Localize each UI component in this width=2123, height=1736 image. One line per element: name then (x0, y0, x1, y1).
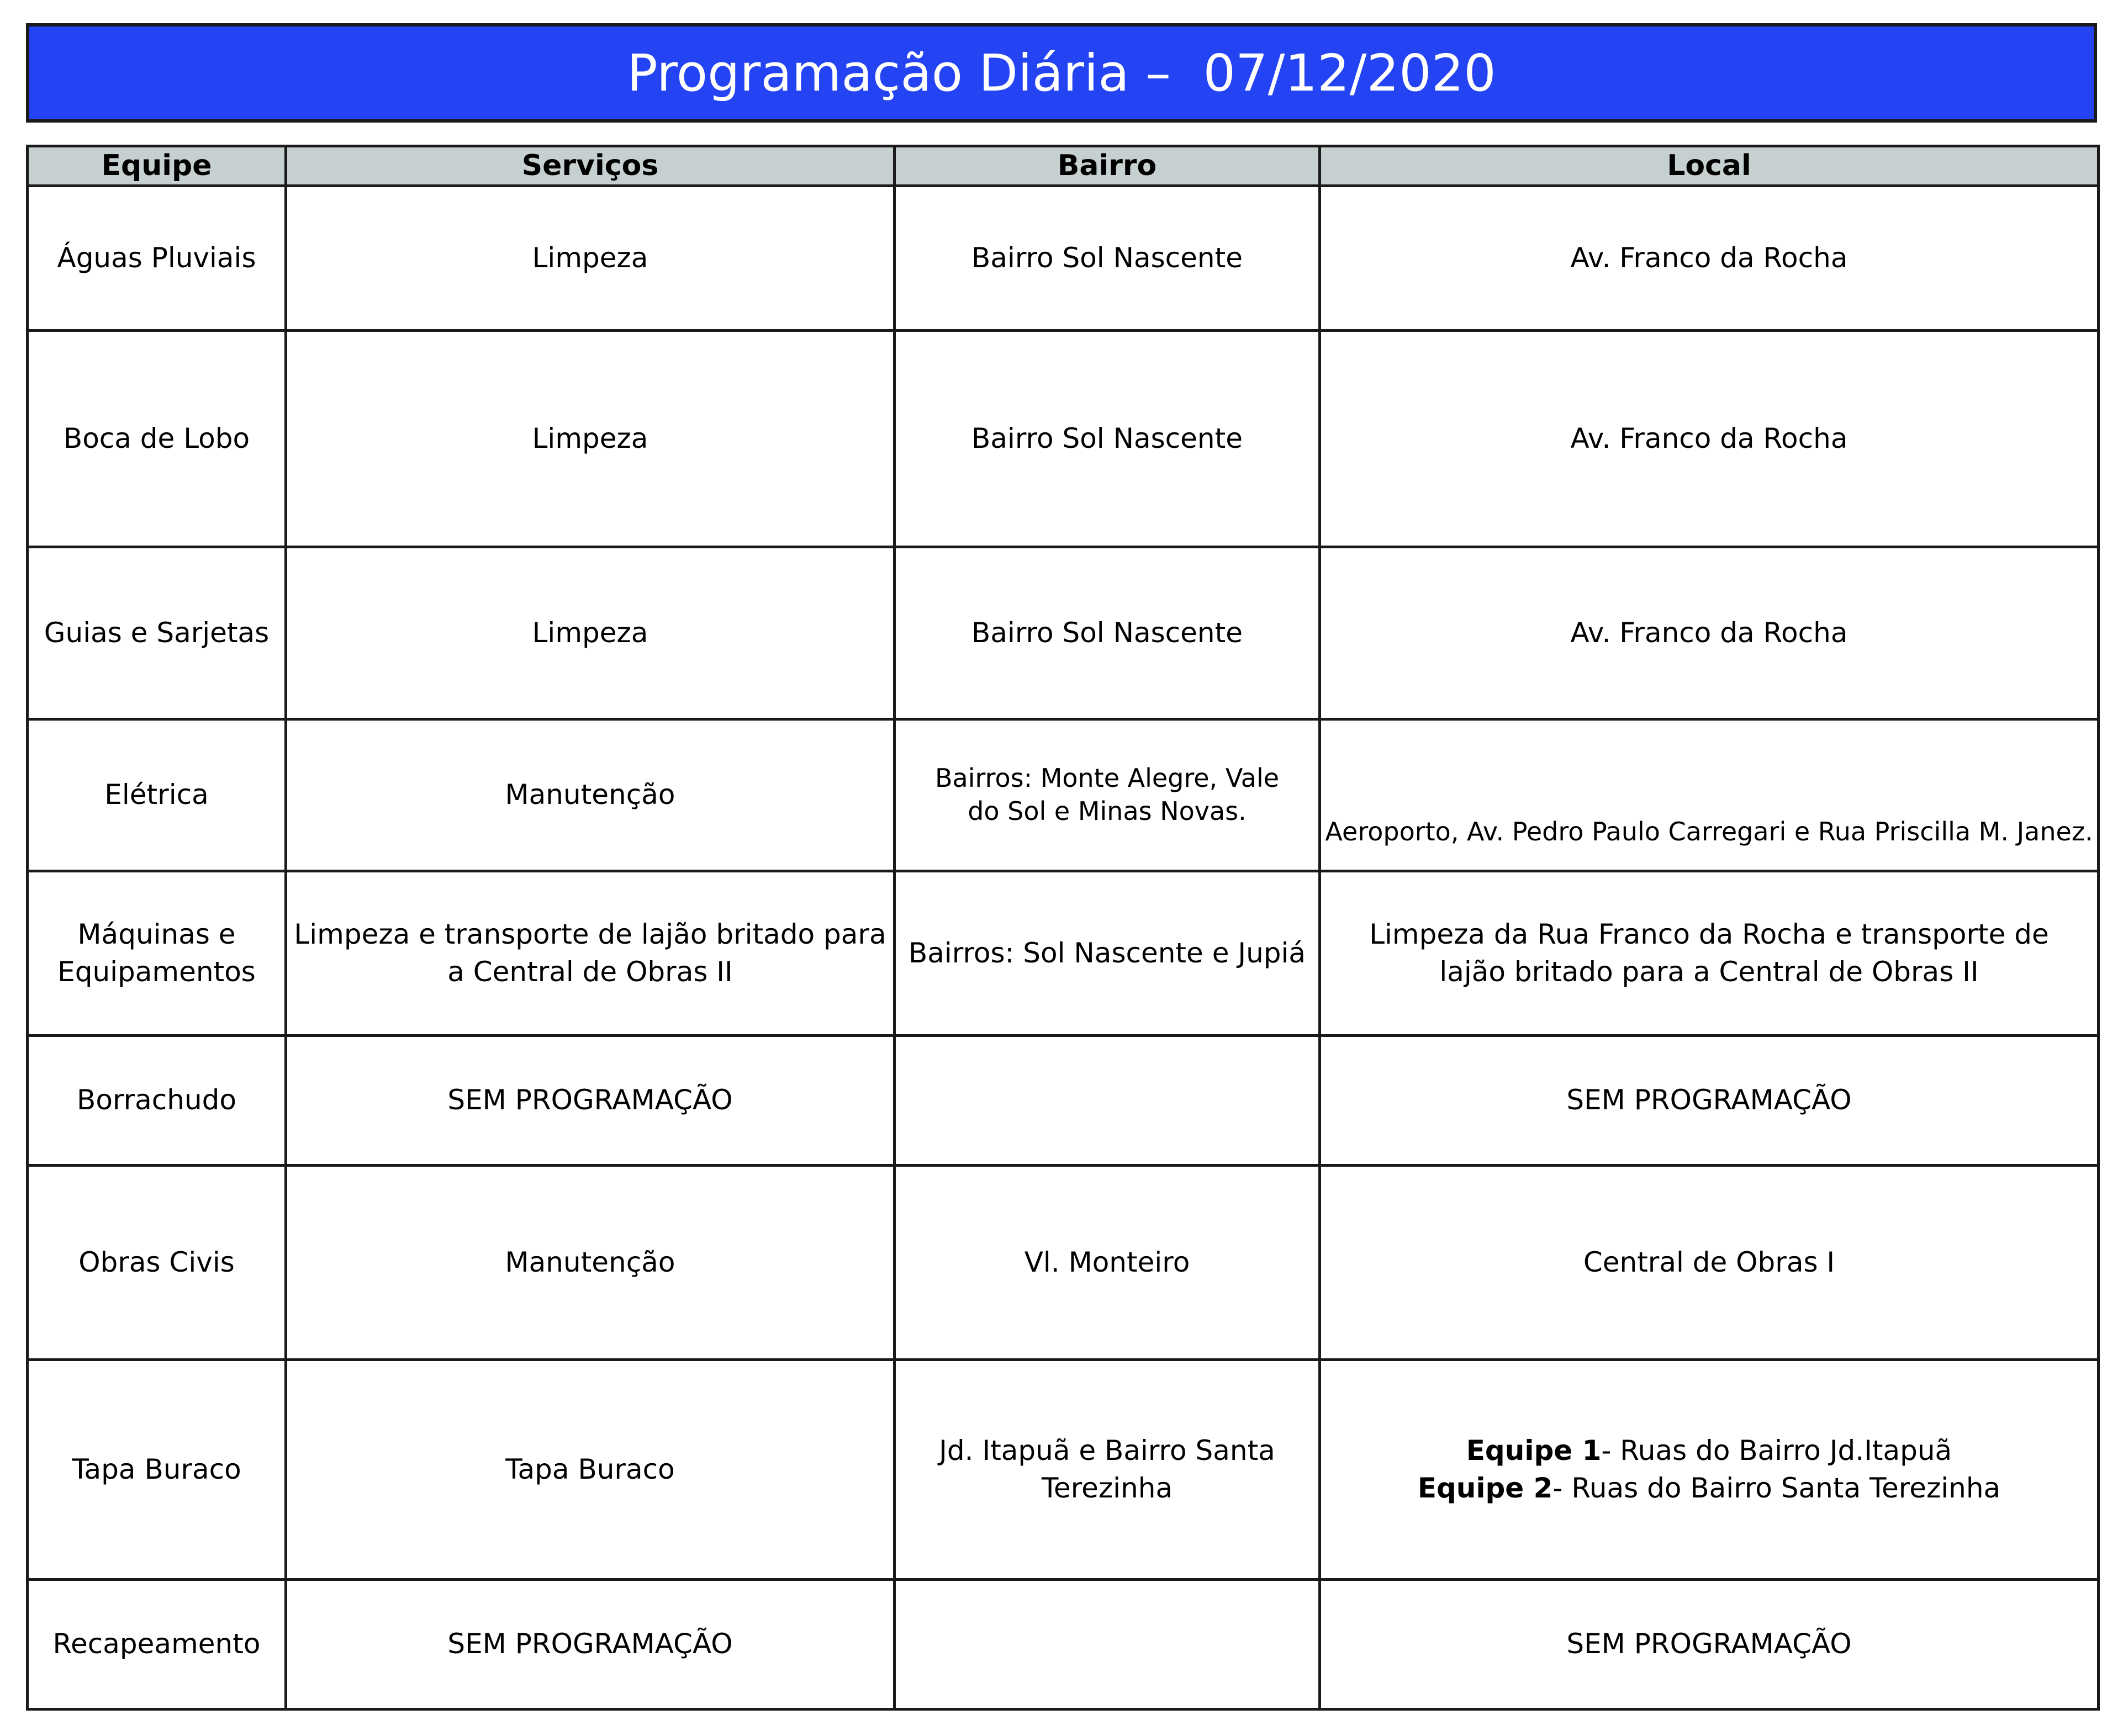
cell-bairro: Bairro Sol Nascente (895, 186, 1320, 331)
cell-equipe: Obras Civis (28, 1166, 286, 1360)
cell-servicos: Limpeza (286, 547, 895, 719)
cell-equipe: Guias e Sarjetas (28, 547, 286, 719)
cell-bairro: Vl. Monteiro (895, 1166, 1320, 1360)
team-location: - Ruas do Bairro Jd.Itapuã (1601, 1435, 1952, 1467)
header-row (28, 146, 2099, 186)
cell-local: Aeroporto, Av. Pedro Paulo Carregari e Rua Priscilla M. Janez. (1320, 719, 2099, 871)
table-row (28, 1360, 2099, 1580)
table-row (28, 1166, 2099, 1360)
team-label: Equipe 2 (1417, 1472, 1553, 1504)
header-servicos: Serviços (286, 146, 895, 186)
table-row (28, 331, 2099, 547)
cell-servicos: Tapa Buraco (286, 1360, 895, 1580)
cell-local: SEM PROGRAMAÇÃO (1320, 1580, 2099, 1709)
cell-equipe: Elétrica (28, 719, 286, 871)
table-row (28, 871, 2099, 1036)
cell-local: Av. Franco da Rocha (1320, 186, 2099, 331)
cell-equipe: Boca de Lobo (28, 331, 286, 547)
table-row (28, 1036, 2099, 1166)
cell-bairro (895, 1580, 1320, 1709)
cell-bairro: Jd. Itapuã e Bairro Santa Terezinha (895, 1360, 1320, 1580)
header-equipe: Equipe (28, 146, 286, 186)
page-title: Programação Diária – 07/12/2020 (26, 23, 2097, 123)
cell-local: Limpeza da Rua Franco da Rocha e transporte de lajão britado para a Central de Obras II (1320, 871, 2099, 1036)
cell-equipe: Recapeamento (28, 1580, 286, 1709)
table-row (28, 547, 2099, 719)
cell-servicos: SEM PROGRAMAÇÃO (286, 1036, 895, 1166)
cell-local (1320, 1360, 2099, 1580)
cell-bairro: Bairro Sol Nascente (895, 331, 1320, 547)
cell-servicos: Manutenção (286, 719, 895, 871)
cell-bairro (895, 1036, 1320, 1166)
cell-local: Av. Franco da Rocha (1320, 331, 2099, 547)
cell-bairro: Bairros: Monte Alegre, Vale do Sol e Minas Novas. (895, 719, 1320, 871)
local-line (1328, 1470, 2090, 1507)
cell-servicos: Limpeza (286, 186, 895, 331)
cell-local: Central de Obras I (1320, 1166, 2099, 1360)
cell-equipe: Tapa Buraco (28, 1360, 286, 1580)
schedule-table (26, 145, 2100, 1711)
cell-bairro: Bairro Sol Nascente (895, 547, 1320, 719)
cell-servicos: Limpeza (286, 331, 895, 547)
table-row (28, 719, 2099, 871)
cell-equipe: Máquinas e Equipamentos (28, 871, 286, 1036)
cell-equipe: Águas Pluviais (28, 186, 286, 331)
cell-bairro: Bairros: Sol Nascente e Jupiá (895, 871, 1320, 1036)
cell-servicos: SEM PROGRAMAÇÃO (286, 1580, 895, 1709)
local-line (1328, 1432, 2090, 1470)
team-label: Equipe 1 (1466, 1435, 1602, 1467)
cell-local: SEM PROGRAMAÇÃO (1320, 1036, 2099, 1166)
header-bairro: Bairro (895, 146, 1320, 186)
team-location: - Ruas do Bairro Santa Terezinha (1552, 1472, 2001, 1504)
cell-equipe: Borrachudo (28, 1036, 286, 1166)
cell-servicos: Manutenção (286, 1166, 895, 1360)
table-row (28, 186, 2099, 331)
header-local: Local (1320, 146, 2099, 186)
cell-servicos: Limpeza e transporte de lajão britado para a Central de Obras II (286, 871, 895, 1036)
table-row (28, 1580, 2099, 1709)
cell-local: Av. Franco da Rocha (1320, 547, 2099, 719)
